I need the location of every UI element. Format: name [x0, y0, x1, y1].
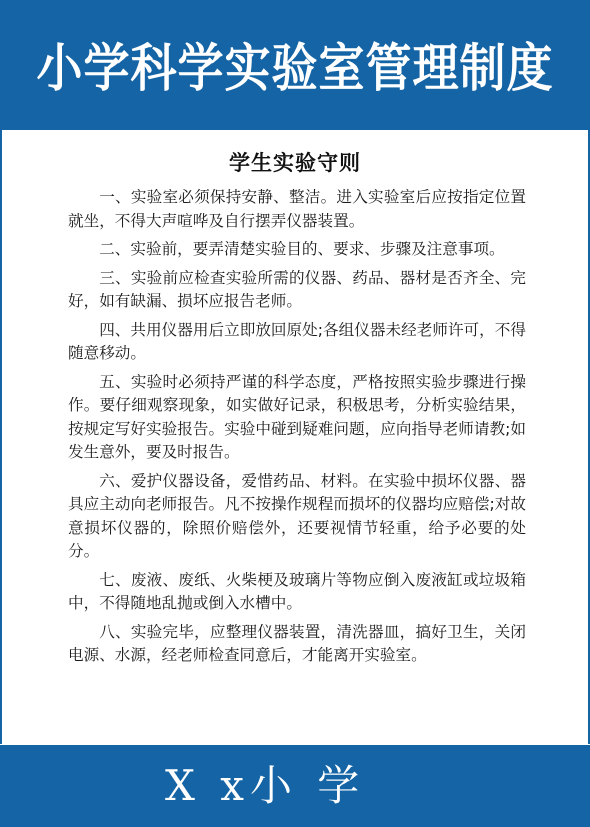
rule-item-3: 三、实验前应检查实验所需的仪器、药品、器材是否齐全、完好，如有缺漏、损坏应报告老师。: [68, 268, 526, 310]
rule-item-7: 七、废液、废纸、火柴梗及玻璃片等物应倒入废液缸或垃圾箱中，不得随地乱抛或倒入水槽中。: [68, 570, 526, 612]
section-title: 学生实验守则: [229, 151, 361, 175]
top-divider: [0, 128, 590, 130]
rule-item-1: 一、实验室必须保持安静、整洁。进入实验室后应按指定位置就坐，不得大声喧哗及自行摆弄仪器装置。: [68, 188, 526, 230]
rule-item-8: 八、实验完毕，应整理仪器装置，清洗器皿，搞好卫生，关闭电源、水源，经老师检查同意后，才能离开实验室。: [68, 622, 526, 664]
rule-item-5: 五、实验时必须持严谨的科学态度，严格按照实验步骤进行操作。要仔细观察现象，如实做好记录，积极思考，分析实验结果，按规定写好实验报告。实验中碰到疑难问题，应向指导老师请教;如发生意外，要及时报告。: [68, 372, 526, 461]
left-border: [0, 130, 2, 744]
rule-item-2: 二、实验前，要弄清楚实验目的、要求、步骤及注意事项。: [99, 240, 505, 258]
rule-item-4: 四、共用仪器用后立即放回原处;各组仪器未经老师许可，不得随意移动。: [68, 320, 526, 362]
school-name: X x小 学: [165, 761, 366, 810]
rules-list: [68, 186, 526, 673]
rule-item-6: 六、爱护仪器设备，爱惜药品、材料。在实验中损坏仪器、器具应主动向老师报告。凡不按操作规程而损坏的仪器均应赔偿;对故意损坏仪器的，除照价赔偿外，还要视情节轻重，给予必要的处分。: [68, 471, 526, 560]
poster-title: 小学科学实验室管理制度: [36, 37, 554, 99]
